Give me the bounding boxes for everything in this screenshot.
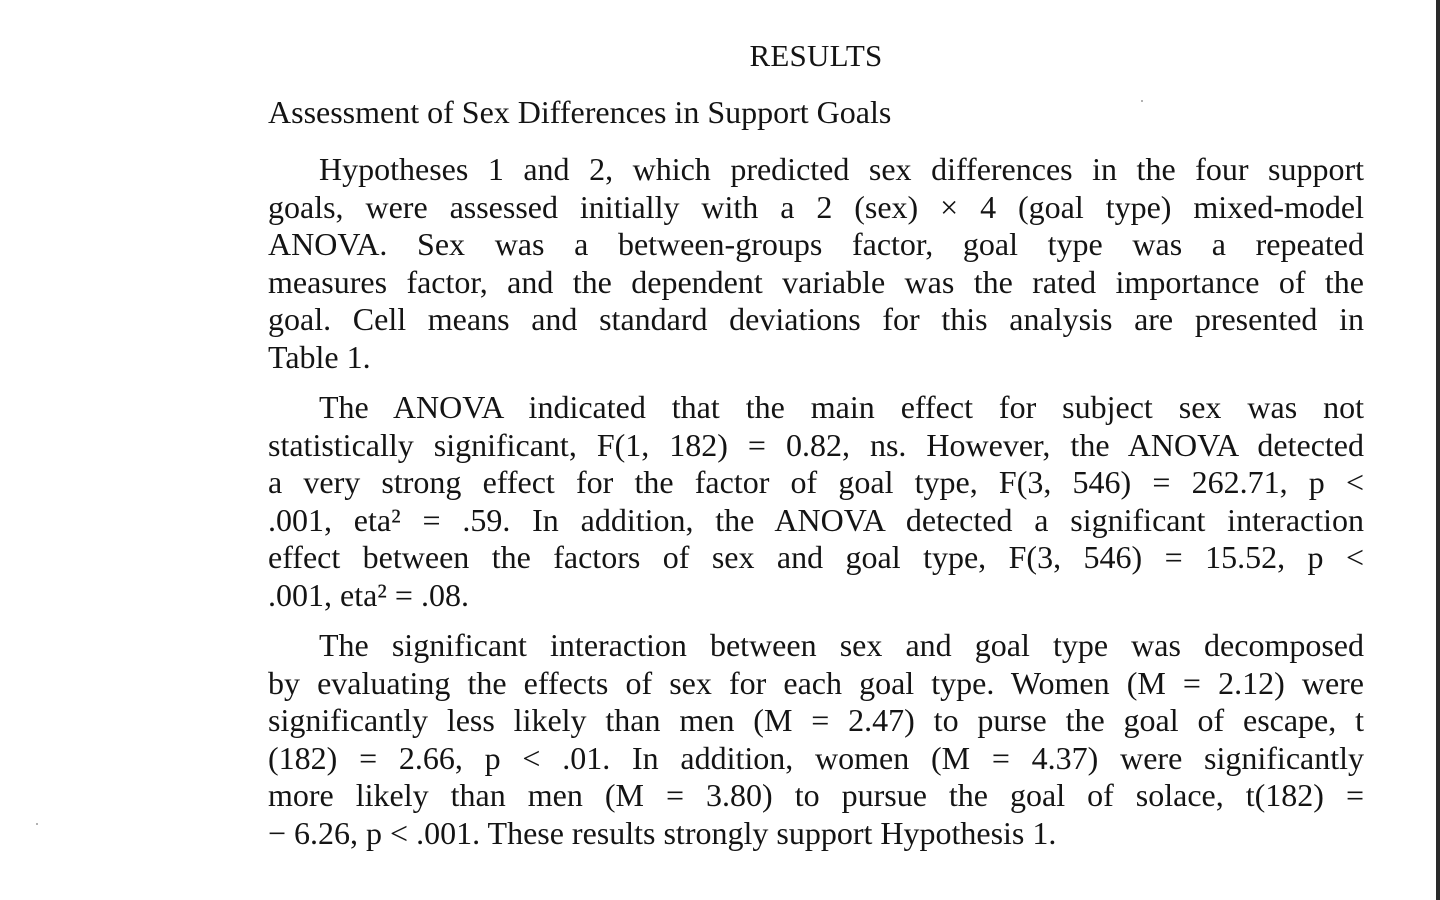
- paragraph-2: [268, 389, 1364, 614]
- section-heading: RESULTS: [749, 38, 883, 73]
- scan-speck: [1141, 100, 1143, 102]
- paragraph-1: [268, 151, 1364, 376]
- page-edge-shadow: [1436, 0, 1440, 900]
- paragraph-line: Table 1.: [268, 338, 371, 375]
- paragraph-line: measures factor, and the dependent variable was the rated importance of the: [268, 263, 1364, 300]
- paragraph-line: significantly less likely than men (M = 2.47) to purse the goal of escape, t: [268, 702, 1364, 738]
- paragraph-3: [268, 627, 1364, 852]
- paragraph-line: by evaluating the effects of sex for each goal type. Women (M = 2.12) were: [268, 664, 1364, 701]
- paragraph-line: more likely than men (M = 3.80) to pursue the goal of solace, t(182) =: [268, 777, 1364, 813]
- paragraph-line: Hypotheses 1 and 2, which predicted sex differences in the four support: [319, 151, 1364, 187]
- paragraph-line: The significant interaction between sex and goal type was decomposed: [319, 627, 1364, 663]
- paragraph-line: ANOVA. Sex was a between-groups factor, goal type was a repeated: [268, 226, 1364, 262]
- subsection-heading: Assessment of Sex Differences in Support Goals: [268, 94, 892, 130]
- scan-speck: [36, 823, 38, 825]
- paragraph-line: − 6.26, p < .001. These results strongly support Hypothesis 1.: [268, 814, 1057, 851]
- paragraph-line: The ANOVA indicated that the main effect for subject sex was not: [319, 389, 1364, 425]
- paragraph-line: effect between the factors of sex and goal type, F(3, 546) = 15.52, p <: [268, 539, 1364, 575]
- paragraph-line: goals, were assessed initially with a 2 (sex) × 4 (goal type) mixed-model: [268, 188, 1364, 225]
- paragraph-line: .001, eta² = .08.: [268, 576, 469, 613]
- paragraph-line: (182) = 2.66, p < .01. In addition, women (M = 4.37) were significantly: [268, 739, 1364, 776]
- paragraph-line: goal. Cell means and standard deviations for this analysis are presented in: [268, 301, 1364, 337]
- paragraph-line: a very strong effect for the factor of goal type, F(3, 546) = 262.71, p <: [268, 464, 1364, 500]
- paragraph-line: .001, eta² = .59. In addition, the ANOVA detected a significant interaction: [268, 501, 1364, 538]
- paragraph-line: statistically significant, F(1, 182) = 0.82, ns. However, the ANOVA detected: [268, 426, 1364, 463]
